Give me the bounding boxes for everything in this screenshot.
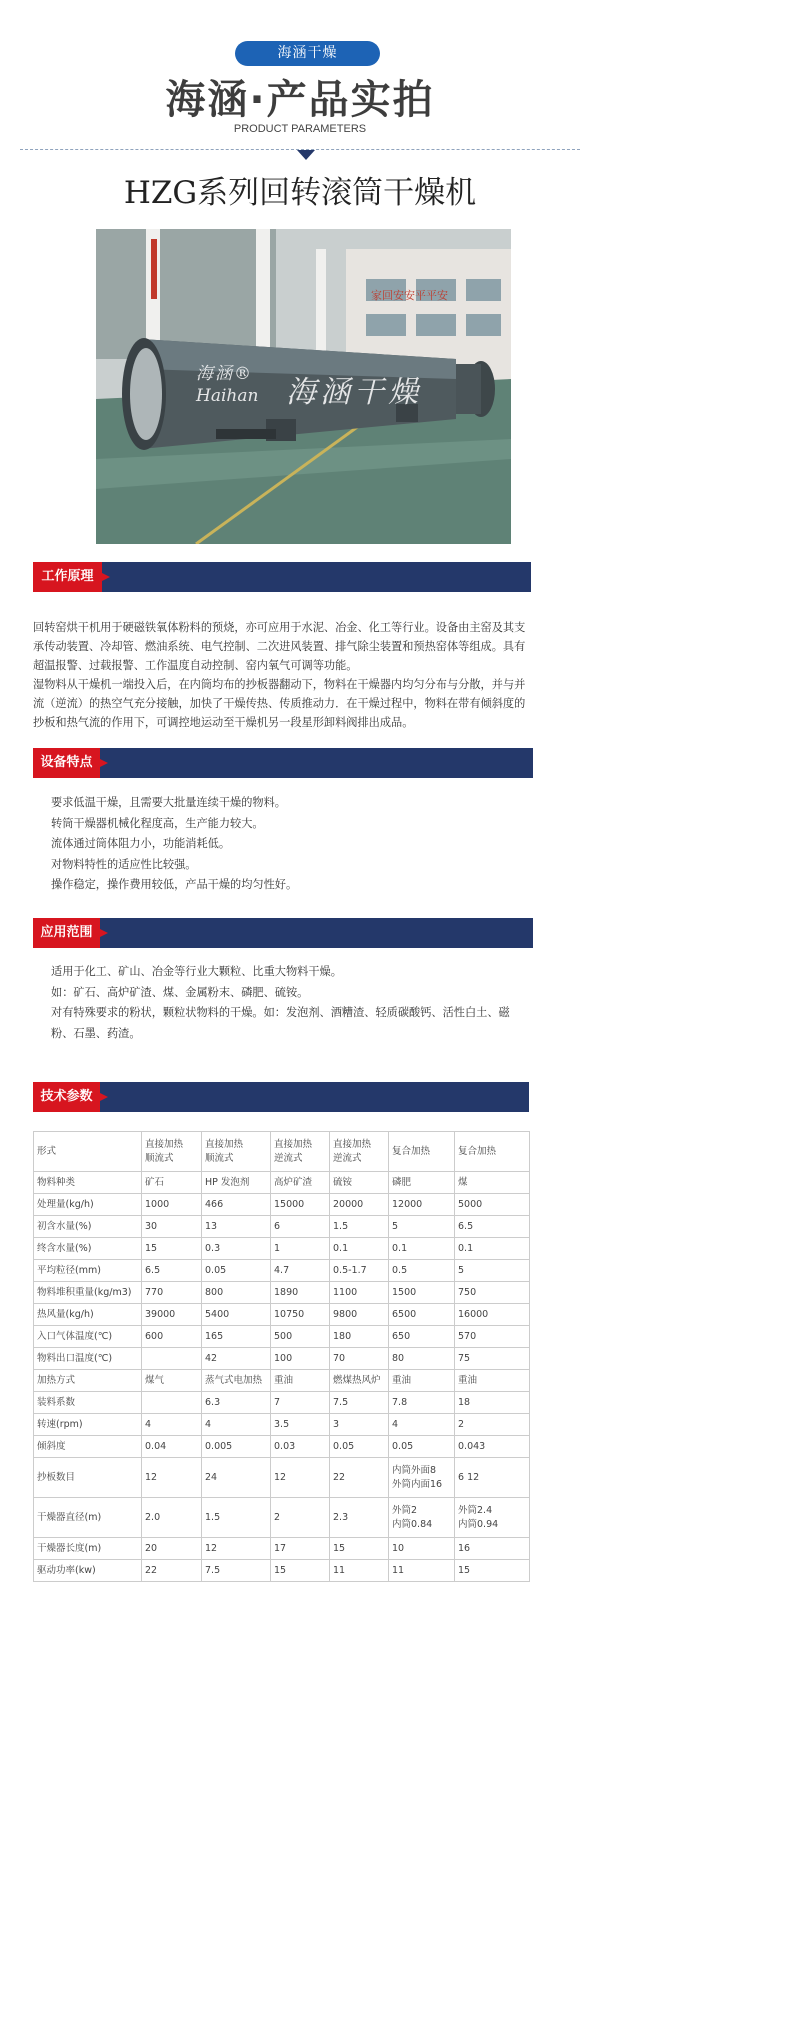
- table-cell: 0.1: [330, 1238, 389, 1260]
- table-cell: 煤: [455, 1172, 530, 1194]
- table-cell: 2: [271, 1498, 330, 1538]
- spec-table: [33, 1131, 530, 1582]
- page-title: 海涵·产品实拍: [165, 77, 435, 123]
- table-row-label: 干燥器长度(m): [34, 1538, 142, 1560]
- table-cell: 10: [389, 1538, 455, 1560]
- product-photo: [96, 229, 511, 544]
- table-cell: 75: [455, 1348, 530, 1370]
- list-item: 如：矿石、高炉矿渣、煤、金属粉末、磷肥、硫铵。: [51, 985, 309, 999]
- table-cell: 复合加热: [389, 1132, 455, 1172]
- table-cell: 7.5: [202, 1560, 271, 1582]
- table-cell: 直接加热 逆流式: [271, 1132, 330, 1172]
- table-cell: 重油: [271, 1370, 330, 1392]
- table-cell: 6.5: [142, 1260, 202, 1282]
- section-title-features: 设备特点: [33, 748, 100, 778]
- table-row-label: 物料种类: [34, 1172, 142, 1194]
- table-row-label: 倾斜度: [34, 1436, 142, 1458]
- brand-pill: 海涵干燥: [235, 41, 380, 66]
- section-header-params: [33, 1082, 529, 1112]
- table-cell: 11: [330, 1560, 389, 1582]
- list-item: 对有特殊要求的粉状，颗粒状物料的干燥。如：发泡剂、酒糟渣、轻质碳酸钙、活性白土、磁粉、石墨、药渣。: [51, 1006, 510, 1040]
- section-header-applications: [33, 918, 533, 948]
- table-row-label: 终含水量(%): [34, 1238, 142, 1260]
- section-title-params: 技术参数: [33, 1082, 100, 1112]
- table-row: [34, 1172, 530, 1194]
- table-row-label: 平均粒径(mm): [34, 1260, 142, 1282]
- table-row: [34, 1260, 530, 1282]
- table-cell: 80: [389, 1348, 455, 1370]
- table-cell: 4.7: [271, 1260, 330, 1282]
- table-row-label: 抄板数目: [34, 1458, 142, 1498]
- table-row: [34, 1282, 530, 1304]
- table-cell: 12: [271, 1458, 330, 1498]
- table-row-label: 转速(rpm): [34, 1414, 142, 1436]
- table-cell: 直接加热 顺流式: [142, 1132, 202, 1172]
- table-row: [34, 1348, 530, 1370]
- table-row: [34, 1238, 530, 1260]
- table-cell: HP 发泡剂: [202, 1172, 271, 1194]
- table-cell: 3.5: [271, 1414, 330, 1436]
- table-cell: 0.1: [455, 1238, 530, 1260]
- section-header-features: [33, 748, 533, 778]
- table-cell: 39000: [142, 1304, 202, 1326]
- table-row-label: 初含水量(%): [34, 1216, 142, 1238]
- table-cell: 800: [202, 1282, 271, 1304]
- table-cell: 0.3: [202, 1238, 271, 1260]
- table-cell: 42: [202, 1348, 271, 1370]
- table-cell: 17: [271, 1538, 330, 1560]
- table-row: [34, 1414, 530, 1436]
- table-cell: 直接加热 顺流式: [202, 1132, 271, 1172]
- table-cell: 重油: [389, 1370, 455, 1392]
- table-row: [34, 1326, 530, 1348]
- table-row-label: 物料出口温度(℃): [34, 1348, 142, 1370]
- table-row: [34, 1560, 530, 1582]
- table-cell: 3: [330, 1414, 389, 1436]
- table-cell: 18: [455, 1392, 530, 1414]
- features-list: [51, 793, 521, 896]
- table-cell: 1100: [330, 1282, 389, 1304]
- table-cell: 外筒2.4 内筒0.94: [455, 1498, 530, 1538]
- table-cell: 6 12: [455, 1458, 530, 1498]
- table-cell: 165: [202, 1326, 271, 1348]
- principle-paragraph-1: 回转窑烘干机用于硬磁铁氧体粉料的预烧，亦可应用于水泥、冶金、化工等行业。设备由主窑及其支承传动装置、冷却管、燃油系统、电气控制、二次进风装置、排气除尘装置和预热窑体等组成。具有超温报警、过载报警、工作温度自动控制、窑内氧气可调等功能。: [33, 621, 526, 672]
- table-cell: 15000: [271, 1194, 330, 1216]
- page-subtitle: PRODUCT PARAMETERS: [233, 123, 367, 135]
- table-cell: 4: [389, 1414, 455, 1436]
- table-cell: 5: [389, 1216, 455, 1238]
- table-cell: 180: [330, 1326, 389, 1348]
- table-cell: 600: [142, 1326, 202, 1348]
- table-row: [34, 1392, 530, 1414]
- table-cell: 7.8: [389, 1392, 455, 1414]
- table-cell: 7: [271, 1392, 330, 1414]
- table-row-label: 热风量(kg/h): [34, 1304, 142, 1326]
- table-cell: 2: [455, 1414, 530, 1436]
- table-cell: 0.5-1.7: [330, 1260, 389, 1282]
- list-item: 操作稳定，操作费用较低，产品干燥的均匀性好。: [51, 878, 298, 891]
- table-cell: 12: [142, 1458, 202, 1498]
- table-cell: 1: [271, 1238, 330, 1260]
- table-row: [34, 1436, 530, 1458]
- table-cell: 重油: [455, 1370, 530, 1392]
- table-cell: 570: [455, 1326, 530, 1348]
- table-cell: 650: [389, 1326, 455, 1348]
- table-row: [34, 1458, 530, 1498]
- table-cell: 0.05: [389, 1436, 455, 1458]
- photo-watermark: [136, 359, 466, 419]
- table-cell: 高炉矿渣: [271, 1172, 330, 1194]
- table-cell: 10750: [271, 1304, 330, 1326]
- list-item: 对物料特性的适应性比较强。: [51, 857, 197, 871]
- table-cell: 0.04: [142, 1436, 202, 1458]
- table-cell: 0.005: [202, 1436, 271, 1458]
- table-cell: 30: [142, 1216, 202, 1238]
- table-cell: 0.043: [455, 1436, 530, 1458]
- table-cell: 12000: [389, 1194, 455, 1216]
- table-row-label: 驱动功率(kw): [34, 1560, 142, 1582]
- table-cell: 2.3: [330, 1498, 389, 1538]
- table-row-label: 物料堆积重量(kg/m3): [34, 1282, 142, 1304]
- table-cell: 煤气: [142, 1370, 202, 1392]
- section-title-applications: 应用范围: [33, 918, 100, 948]
- table-cell: 复合加热: [455, 1132, 530, 1172]
- table-row-label: 干燥器直径(m): [34, 1498, 142, 1538]
- table-cell: 0.05: [202, 1260, 271, 1282]
- table-cell: 16000: [455, 1304, 530, 1326]
- table-cell: 5400: [202, 1304, 271, 1326]
- table-cell: 770: [142, 1282, 202, 1304]
- table-cell: 2.0: [142, 1498, 202, 1538]
- table-cell: 13: [202, 1216, 271, 1238]
- section-header-principle: [33, 562, 531, 592]
- table-cell: 22: [142, 1560, 202, 1582]
- table-cell: 100: [271, 1348, 330, 1370]
- table-cell: 1.5: [202, 1498, 271, 1538]
- table-cell: 7.5: [330, 1392, 389, 1414]
- list-item: 转筒干燥器机械化程度高，生产能力较大。: [51, 816, 264, 830]
- table-cell: 24: [202, 1458, 271, 1498]
- table-cell: 15: [330, 1538, 389, 1560]
- table-cell: 燃煤热风炉: [330, 1370, 389, 1392]
- table-row-label: 处理量(kg/h): [34, 1194, 142, 1216]
- table-cell: 15: [142, 1238, 202, 1260]
- table-cell: 6.3: [202, 1392, 271, 1414]
- table-cell: 15: [271, 1560, 330, 1582]
- down-arrow-icon: [297, 150, 315, 160]
- table-cell: 9800: [330, 1304, 389, 1326]
- table-cell: 6: [271, 1216, 330, 1238]
- table-cell: 直接加热 逆流式: [330, 1132, 389, 1172]
- table-cell: 蒸气式电加热: [202, 1370, 271, 1392]
- table-cell: 1890: [271, 1282, 330, 1304]
- table-cell: 466: [202, 1194, 271, 1216]
- table-cell: 矿石: [142, 1172, 202, 1194]
- principle-text: [33, 618, 531, 732]
- table-cell: 1.5: [330, 1216, 389, 1238]
- table-header-row: [34, 1132, 530, 1172]
- watermark-en: Haihan: [196, 386, 259, 406]
- list-item: 要求低温干燥，且需要大批量连续干燥的物料。: [51, 796, 286, 809]
- list-item: 适用于化工、矿山、冶金等行业大颗粒、比重大物料干燥。: [51, 965, 342, 978]
- table-cell: 70: [330, 1348, 389, 1370]
- table-cell: 4: [202, 1414, 271, 1436]
- table-cell: 1000: [142, 1194, 202, 1216]
- table-row: [34, 1498, 530, 1538]
- list-item: 流体通过筒体阻力小，功能消耗低。: [51, 837, 231, 850]
- table-row-label: 形式: [34, 1132, 142, 1172]
- table-cell: 500: [271, 1326, 330, 1348]
- table-cell: 0.1: [389, 1238, 455, 1260]
- table-cell: 0.5: [389, 1260, 455, 1282]
- table-cell: 11: [389, 1560, 455, 1582]
- table-row-label: 加热方式: [34, 1370, 142, 1392]
- table-cell: 0.05: [330, 1436, 389, 1458]
- table-row: [34, 1216, 530, 1238]
- photo-banner-text: 家回安安平平安: [371, 289, 448, 302]
- table-cell: 5: [455, 1260, 530, 1282]
- table-row-label: 入口气体温度(℃): [34, 1326, 142, 1348]
- table-cell: 16: [455, 1538, 530, 1560]
- table-cell: 外筒2 内筒0.84: [389, 1498, 455, 1538]
- table-cell: 15: [455, 1560, 530, 1582]
- table-cell: 5000: [455, 1194, 530, 1216]
- table-cell: 750: [455, 1282, 530, 1304]
- table-row-label: 装料系数: [34, 1392, 142, 1414]
- product-title: HZG系列回转滚筒干燥机: [123, 175, 477, 211]
- table-cell: 12: [202, 1538, 271, 1560]
- table-cell: 20: [142, 1538, 202, 1560]
- table-cell: 0.03: [271, 1436, 330, 1458]
- table-cell: 22: [330, 1458, 389, 1498]
- table-cell: 内筒外面8 外筒内面16: [389, 1458, 455, 1498]
- table-cell: [142, 1348, 202, 1370]
- table-cell: 6500: [389, 1304, 455, 1326]
- applications-list: [51, 962, 521, 1044]
- principle-paragraph-2: 湿物料从干燥机一端投入后，在内筒均布的抄板器翻动下，物料在干燥器内均匀分布与分散，并与并流（逆流）的热空气充分接触，加快了干燥传热、传质推动力．在干燥过程中，物料在带有倾斜度的抄板和热气流的作用下，可调控地运动至干燥机另一段星形卸料阀排出成品。: [33, 678, 526, 729]
- table-cell: 20000: [330, 1194, 389, 1216]
- table-cell: 6.5: [455, 1216, 530, 1238]
- watermark-cn-small: 海涵®: [196, 364, 253, 384]
- table-cell: 硫铵: [330, 1172, 389, 1194]
- table-cell: 4: [142, 1414, 202, 1436]
- table-row: [34, 1538, 530, 1560]
- watermark-cn-big: 海涵干燥: [286, 375, 422, 410]
- table-row: [34, 1194, 530, 1216]
- section-title-principle: 工作原理: [33, 562, 102, 592]
- table-cell: 1500: [389, 1282, 455, 1304]
- table-row: [34, 1370, 530, 1392]
- table-row: [34, 1304, 530, 1326]
- table-cell: [142, 1392, 202, 1414]
- table-cell: 磷肥: [389, 1172, 455, 1194]
